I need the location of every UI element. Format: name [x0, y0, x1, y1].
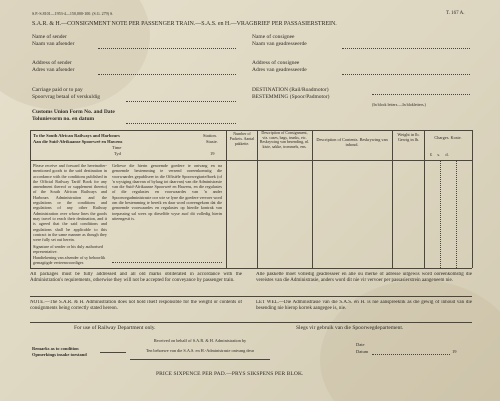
notes-rule [30, 296, 472, 297]
col-divider [226, 130, 227, 268]
col-divider-money [456, 160, 457, 268]
received-by-label-af: Ten behoewe van die S.A.S. en H.-Administrasie ontvang deur [145, 348, 255, 353]
customs-label: Customs Union Form No. and Date [32, 109, 115, 115]
consignee-name-label-af: Naam van geadresseerde [252, 41, 307, 47]
col-divider [424, 130, 425, 268]
sender-name-label: Name of sender [32, 34, 67, 40]
customs-label-af: Tolunievorm no. en datum [32, 116, 95, 122]
col-divider [392, 130, 393, 268]
received-by-field[interactable] [130, 359, 270, 360]
signature-field[interactable] [112, 262, 222, 263]
office-use-label-af: Slegs vir gebruik van die Spoorwegdepartement. [296, 325, 404, 331]
consignee-name-field[interactable] [342, 48, 470, 49]
received-by-label: Received on behalf of S.A.R. & H. Administration by [153, 338, 247, 343]
conditions-english: Please receive and forward the hereinafter-mentioned goods to the said destination in accordance with the conditions published in the Official Railway Tariff Book for any amendment thereof or supplement thereto) of the South African Railways and Harbours Administration and the regulations or the conditions and regulations of any other Railway Administration over whose lines the goods may travel to reach their destination, and it is agreed that the said conditions and regulations shall be applicable to this contract in the same manner as though they were fully set out herein. [33, 163, 107, 243]
destination-label: DESTINATION (Rail/Roadmotor) [252, 87, 329, 93]
time-label: Time [112, 145, 122, 150]
packing-note-afrikaans: Alle pakkette moet volledig geadresseer en alle ou merke of adresse uitgewis word ooreenkomstig die vereistes van die Administrasie, anders word dit nie vir vervoer per passasierstrein aangeneem nie. [256, 272, 472, 283]
conditions-afrikaans: Geliewe die hierin genoemde goedere te ontvang en na genoemde bestemming te versend ooreenkomstig die voorwaardes gepubliseer in die Offisiële Spoorwegtariefboek (of 'n wysiging daarvan of bylaag tot daarvan) van die Administrasie van die Suid-Afrikaanse Spoorweë en Hawens, en die regulasies of die regulasies en voorwaardes van 'n ander Spoorwegadministrasie oor wie se lyne die goedere vervoer word om die bestemming te bereik en daar word ooreengekom dat die genoemde voorwaardes en regulasies op hierdie kontrak van toepassing sal wees op dieselfde wyse asof dit volledig hierin uiteengesit is. [112, 163, 222, 221]
print-code: S.P.-S.8101—1953-4—150,000-100. (S.G. 279) S. [32, 11, 114, 16]
remarks-field[interactable] [100, 352, 126, 353]
liability-note-afrikaans: LET WEL.—Die Administrasie van die S.A.S. en H. is nie aanspreeklik as die gewig of inhoud van die besending nie hierop korrek aangegee is, nie. [256, 300, 472, 311]
consignee-address-field[interactable] [342, 74, 470, 75]
office-use-label: For use of Railway Department only. [74, 325, 156, 331]
sender-address-label: Address of sender [32, 60, 72, 66]
customs-field[interactable] [126, 123, 236, 124]
table-header-rule [30, 160, 472, 161]
table-left-edge [30, 130, 31, 268]
col-header-money: £ s. d. [430, 152, 449, 157]
carriage-label: Carriage paid or to pay [32, 87, 83, 93]
form-title: S.A.R. & H.—CONSIGNMENT NOTE PER PASSENGER TRAIN.—S.A.S. en H.—VRAGBRIEF PER PASSASIERSTREIN. [32, 21, 337, 27]
block-letters-note: (In block letters.—In blokletters.) [372, 102, 426, 107]
packing-note-english: All packages must be fully addressed and all old marks obliterated in accordance with the Administration's requirements, otherwise they will not be accepted for conveyance by passenger train. [30, 272, 242, 283]
col-header-description: Description of Consignment, viz. cases, bags, trunks, etc. Beskrywing van besending, nl. kiste, sakke, trommels, ens. [259, 131, 310, 149]
table-top-rule [30, 130, 472, 131]
carriage-field[interactable] [126, 101, 236, 102]
col-header-weight: Weight in lb. Gewig in lb. [397, 132, 420, 142]
time-label-af: Tyd [114, 151, 121, 156]
col-divider-money [440, 160, 441, 268]
signature-caption: Signature of sender or his duly authorised representative. [33, 244, 104, 255]
station-label: Station. [203, 133, 217, 138]
date-year: 19 [210, 151, 215, 156]
signature-caption-af: Handtekening van afsender of sy behoorlik gemagtigde verteenwoordiger. [33, 255, 106, 266]
sender-name-label-af: Naam van afsender [32, 41, 75, 47]
consignee-address-label-af: Adres van geadresseerde [252, 67, 307, 73]
col-divider [312, 130, 313, 268]
station-label-af: Stasie. [206, 139, 218, 144]
remarks-label: Remarks as to condition [32, 346, 79, 351]
date-label-af: Datum [356, 349, 369, 354]
price-line: PRICE SIXPENCE PER PAD.—PRYS SIKSPENS PER BLOK. [156, 371, 304, 377]
remarks-label-af: Opmerkings insake toestand [32, 352, 87, 357]
sender-address-field[interactable] [98, 74, 236, 75]
consignee-address-label: Address of consignee [252, 60, 300, 66]
date-field[interactable] [372, 354, 450, 355]
table-bottom-rule [30, 268, 472, 269]
form-number: T. 167 A. [446, 11, 465, 16]
addressee-line-af: Aan die Suid-Afrikaanse Spoorweë en Hawens [33, 139, 123, 144]
destination-label-af: BESTEMMING (Spoor/Padmotor) [252, 94, 330, 100]
col-header-charges: Charges. Koste. [434, 135, 462, 140]
consignee-name-label: Name of consignee [252, 34, 295, 40]
liability-note-english: NOTE.—The S.A.R. & H. Administration does not hold itself responsible for the weight or contents of consignments being correctly stated hereon. [30, 300, 242, 311]
col-header-contents: Description of Contents. Beskrywing van inhoud. [316, 137, 388, 147]
destination-field[interactable] [372, 94, 470, 95]
date-label: Date [356, 342, 365, 347]
sender-name-field[interactable] [98, 48, 236, 49]
col-header-number: Number of Packets. Aantal pakkette. [229, 132, 255, 146]
table-right-edge [472, 130, 473, 268]
sender-address-label-af: Adres van afsender [32, 67, 75, 73]
paper-stain [320, 280, 500, 401]
date-year-footer: 19 [452, 349, 457, 354]
addressee-line: To the South African Railways and Harbours [33, 133, 120, 138]
carriage-label-af: Spoorvrag betaal of verskuldig [32, 94, 100, 100]
office-use-rule [30, 322, 472, 323]
